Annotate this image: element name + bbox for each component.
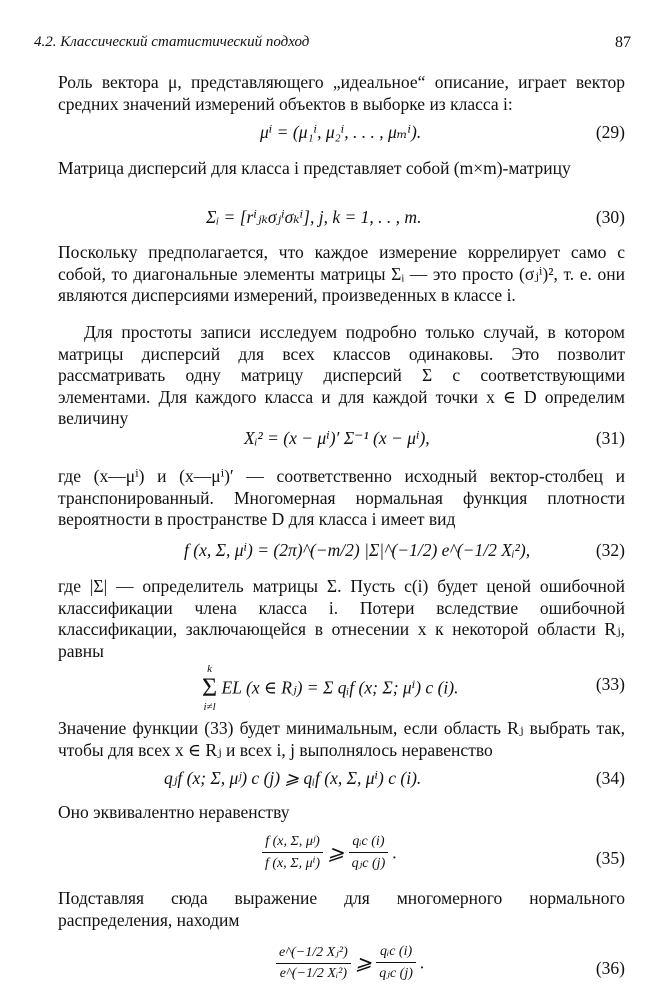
- paragraph-3: Поскольку предполагается, что каждое измерение коррелирует само с собой, то диагональные элементы матрицы Σᵢ — это просто (σⱼⁱ)², т. е. они являются дисперсиями измерений, произведенных в классе i.: [58, 242, 625, 305]
- equation-35-lhs-numerator: f (x, Σ, μʲ): [262, 834, 323, 853]
- paragraph-2: Матрица дисперсий для класса i представляет собой (m×m)-матрицу: [58, 158, 571, 178]
- sum-lower-limit: i≠l: [203, 701, 216, 713]
- equation-36-lhs-numerator: e^(−1/2 Xⱼ²): [276, 944, 351, 964]
- equation-29: [34, 122, 625, 156]
- geq-sign: ⩾: [355, 952, 372, 975]
- paragraph-5: где (x—μⁱ) и (x—μⁱ)′ — соответственно исходный вектор-столбец и транспонированный. Многомерная нормальная функция плотности вероятности в пространстве D для класса i имеет вид: [58, 466, 625, 529]
- equation-36: [34, 944, 625, 996]
- equation-33-number: (33): [595, 674, 625, 694]
- paragraph-8: Оно эквивалентно неравенству: [58, 802, 290, 822]
- running-title: 4.2. Классический статистический подход: [34, 34, 310, 50]
- equation-36-rhs-fraction: [376, 944, 416, 982]
- equation-35: [34, 834, 625, 884]
- sigma-glyph: Σ: [202, 673, 218, 702]
- equation-35-lhs-denominator: f (x, Σ, μⁱ): [265, 856, 321, 871]
- equation-31-body: Xᵢ² = (x − μⁱ)′ Σ⁻¹ (x − μⁱ),: [244, 428, 430, 448]
- equation-35-number: (35): [595, 848, 625, 868]
- equation-30-number: (30): [595, 207, 625, 227]
- paragraph-1: Роль вектора μ, представляющего „идеальное“ описание, играет вектор средних значений измерений объектов в выборке из класса i:: [58, 72, 625, 114]
- paragraph-4: Для простоты записи исследуем подробно только случай, в котором матрицы дисперсий для всех классов одинаковы. Это позволит рассматривать одну матрицу дисперсий Σ с соответствующими элементами. Для каждого класса и для каждой точки x ∈ D определим величину: [58, 322, 625, 428]
- page-number: 87: [615, 34, 631, 51]
- equation-35-body: [262, 834, 397, 872]
- geq-sign: ⩾: [327, 842, 345, 865]
- equation-29-number: (29): [595, 122, 625, 142]
- paragraph-6: где |Σ| — определитель матрицы Σ. Пусть c(i) будет ценой ошибочной классификации члена класса i. Потери вследствие ошибочной классификации, заключающейся в отнесении x к некоторой области Rⱼ, равны: [58, 576, 625, 661]
- equation-35-rhs-fraction: [349, 834, 389, 872]
- paragraph-7: Значение функции (33) будет минимальным, если область Rⱼ выбрать так, чтобы для всех x ∈ Rⱼ и всех i, j выполнялось неравенство: [58, 718, 625, 760]
- equation-36-rhs-numerator: qᵢc (i): [376, 944, 416, 963]
- equation-33-body-wrap: [202, 662, 458, 714]
- equation-30: [34, 207, 625, 241]
- equation-30-body: Σᵢ = [rⁱⱼₖσⱼⁱσₖⁱ], j, k = 1, . . , m.: [206, 207, 422, 227]
- equation-32-body: f (x, Σ, μⁱ) = (2π)^(−m/2) |Σ|^(−1/2) e^(−1/2 Xᵢ²),: [184, 540, 531, 560]
- equation-35-rhs-denominator: qⱼc (j): [351, 856, 386, 871]
- equation-36-lhs-fraction: [276, 944, 351, 982]
- equation-34-body: qⱼf (x; Σ, μʲ) c (j) ⩾ qᵢf (x, Σ, μⁱ) c (i).: [164, 768, 422, 788]
- equation-32-number: (32): [595, 540, 625, 560]
- period: .: [392, 842, 397, 863]
- equation-29-body: μⁱ = (μ₁ⁱ, μ₂ⁱ, . . . , μₘⁱ).: [260, 122, 422, 142]
- running-header: [34, 34, 631, 56]
- equation-32: [34, 540, 625, 574]
- equation-34-number: (34): [595, 768, 625, 788]
- equation-34: [34, 768, 625, 802]
- paragraph-9: Подставляя сюда выражение для многомерного нормального распределения, находим: [58, 888, 625, 930]
- equation-36-body: [276, 944, 425, 982]
- equation-35-lhs-fraction: [262, 834, 323, 872]
- period: .: [420, 952, 425, 973]
- equation-33: [34, 662, 625, 712]
- equation-36-rhs-denominator: qⱼc (j): [379, 966, 413, 981]
- equation-33-body: EL (x ∈ Rⱼ) = Σ qᵢf (x; Σ; μⁱ) c (i).: [221, 677, 459, 698]
- summation-symbol: [202, 662, 217, 714]
- equation-31: [34, 428, 625, 462]
- equation-36-number: (36): [595, 958, 625, 978]
- sum-upper-limit: k: [207, 663, 213, 675]
- equation-31-number: (31): [595, 428, 625, 448]
- equation-35-rhs-numerator: qᵢc (i): [349, 834, 389, 853]
- equation-36-lhs-denominator: e^(−1/2 Xᵢ²): [279, 966, 347, 981]
